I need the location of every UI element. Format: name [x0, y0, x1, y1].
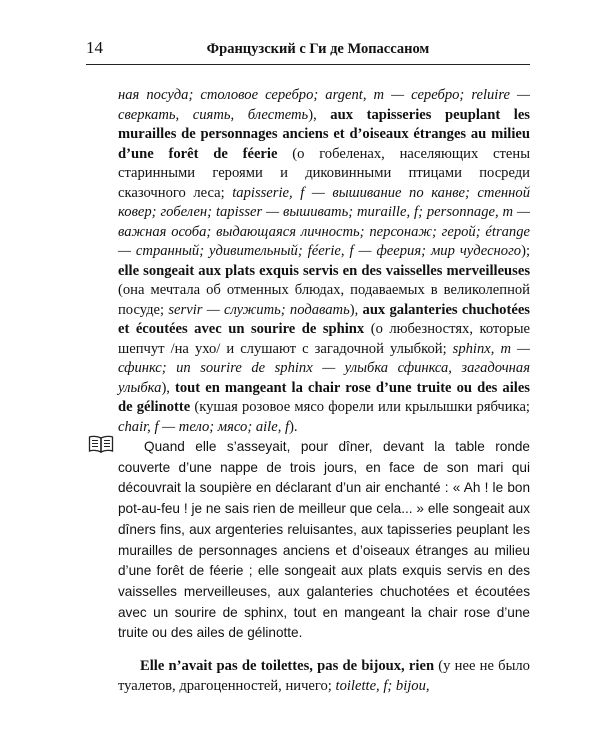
gloss: servir — служить; подавать: [168, 301, 350, 318]
gloss: chair, f — тело; мясо; aile, f: [118, 418, 290, 435]
punct: ),: [349, 301, 363, 318]
gloss: tapisserie, f — вышивание по канве; стенной ковер; гобелен; tapisser — вышивать; muraille, f; personnage, m — важная особа; выдающаяся личность; персонаж; герой; étrange — странный; удивительный; féerie, f — феерия; мир чудесного: [118, 184, 531, 259]
punct: ).: [289, 418, 298, 435]
french-phrase: tout en mangeant la chair rose d’une truite ou des ailes de gélinotte: [118, 379, 530, 415]
open-book-icon: [88, 434, 114, 454]
page-number: 14: [86, 38, 103, 57]
translation: (она мечтала об отменных блюдах, подаваемых в великолепной посуде;: [118, 282, 530, 318]
punct: );: [521, 243, 530, 259]
page-header: [86, 38, 530, 58]
punct: ),: [308, 106, 331, 123]
translation: (кушая розовое мясо форели или крылышки рябчика;: [190, 399, 530, 415]
translation: (о любезностях, которые шепчут /на ухо/ и слушают с загадочной улыбкой;: [118, 321, 530, 357]
gloss: sphinx, m — сфинкс; un sourire de sphinx — улыбка сфинкса, загадочная улыбка: [118, 340, 530, 396]
gloss: toilette, f; bijou,: [335, 677, 430, 694]
gloss: ная посуда; столовое серебро; argent, m — серебро; reluire — сверкать, сиять, блестеть: [118, 87, 530, 123]
translation: (у нее не было туалетов, драгоценностей, ничего;: [118, 658, 530, 694]
translation: (о гобеленах, населяющих стены старинными героями и диковинными птицами посреди сказочного леса;: [118, 145, 530, 201]
punct: ),: [161, 379, 176, 396]
french-phrase: Elle n’avait pas de toilettes, pas de bijoux, rien: [140, 658, 435, 674]
original-text-paragraph: Quand elle s’asseyait, pour dîner, devant la table ronde couverte d’une nappe de trois jours, en face de son mari qui découvrait la soupière en déclarant d’un air enchanté : « Ah ! le bon pot-au-feu ! je ne sais rien de meilleur que cela... » elle songeait aux dîners fins, aux argenteries reluisantes, aux tapisseries peuplant les murailles de personnages anciens et d’oiseaux étranges au milieu d’une forêt de féerie ; elle songeait aux plats exquis servis en des vaisselles merveilleuses, aux galanteries chuchotées et écoutées avec un sourire de sphinx, tout en mangeant la chair rose d’une truite ou des ailes de gélinotte.: [118, 439, 530, 641]
french-phrase: aux tapisseries peuplant les murailles de personnages anciens et d’oiseaux étranges au milieu d’une forêt de féerie: [118, 106, 530, 162]
annotated-paragraph: [118, 86, 530, 437]
running-title: Французский с Ги де Мопассаном: [206, 41, 430, 57]
french-phrase: elle songeait aux plats exquis servis en des vaisselles merveilleuses: [118, 262, 530, 279]
french-phrase: aux galanteries chuchotées et écoutées avec un sourire de sphinx: [118, 301, 530, 337]
header-rule: [86, 64, 530, 65]
annotated-paragraph: [118, 657, 530, 696]
